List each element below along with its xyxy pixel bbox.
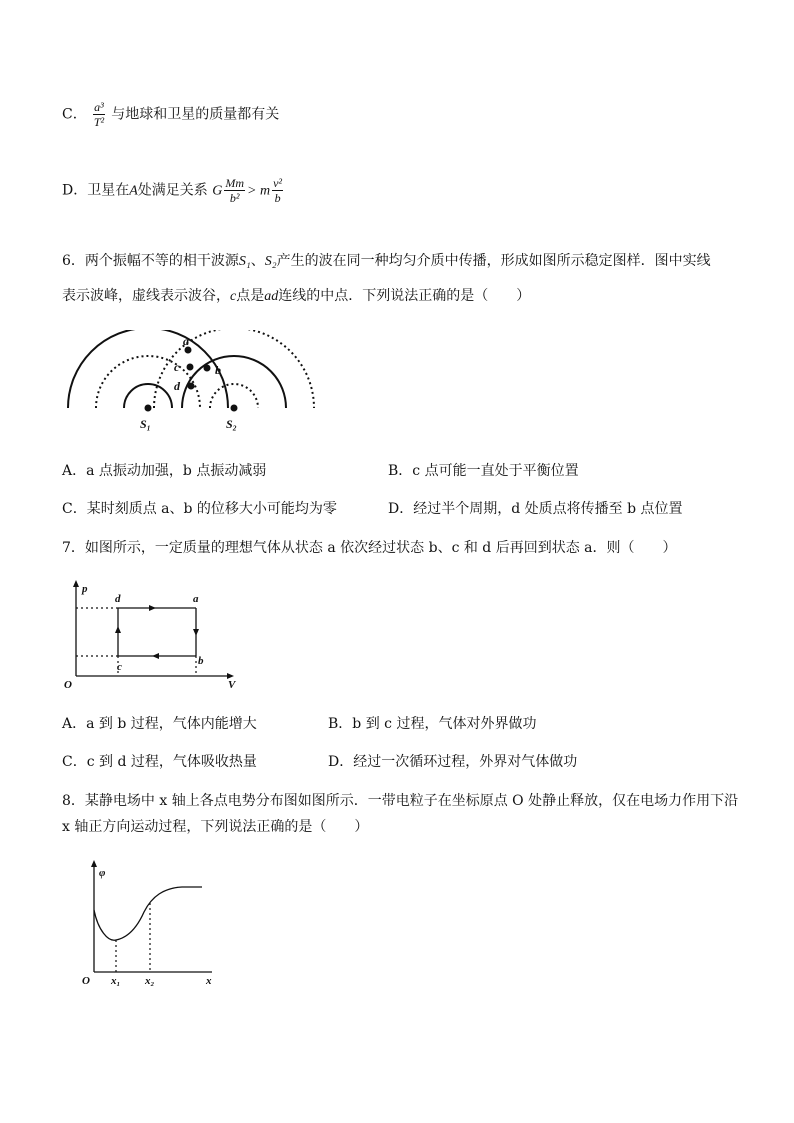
label-s1: S₁ xyxy=(140,417,151,431)
q8-stem-line1: 8．某静电场中 x 轴上各点电势分布图如图所示．一带电粒子在坐标原点 O 处静止释放，仅在电场力作用下沿 xyxy=(62,793,739,809)
label-a: a xyxy=(183,334,189,348)
q8-stem-line2: x 轴正方向运动过程，下列说法正确的是（ ） xyxy=(62,819,369,835)
label-x1: x₁ xyxy=(111,975,121,987)
arrow-b-to-c xyxy=(152,653,159,659)
label-b: b xyxy=(198,655,204,667)
wave-interference-figure xyxy=(62,330,322,435)
s1-trough-middle xyxy=(96,356,200,408)
pv-cycle-figure xyxy=(62,578,252,690)
potential-curve-figure xyxy=(78,858,228,988)
point-b-dot xyxy=(204,365,211,372)
s1-dot xyxy=(145,405,152,412)
fraction-mm-b2: $\frac{Mm}{\text{b²}}$ xyxy=(225,176,245,205)
label-phi: φ xyxy=(99,867,106,879)
label-s2: S₂ xyxy=(226,417,237,431)
label-x2: x₂ xyxy=(145,975,155,987)
q7-option-d: D．经过一次循环过程，外界对气体做功 xyxy=(328,754,578,770)
q7-option-b: B．b 到 c 过程，气体对外界做功 xyxy=(328,716,537,732)
fraction-v2-b: $\frac{\text{v²}}{b}$ xyxy=(273,176,283,205)
p-axis-arrow xyxy=(73,580,79,587)
label-a: a xyxy=(193,593,199,605)
potential-curve xyxy=(94,887,202,940)
q6-stem-line2: 表示波峰，虚线表示波谷，c点是ad连线的中点．下列说法正确的是（ ） xyxy=(62,288,531,304)
label-d: d xyxy=(115,593,121,605)
label-o: O xyxy=(64,679,72,690)
q5-option-c xyxy=(62,100,279,129)
s2-crest-middle xyxy=(182,356,286,408)
q6-option-c: C．某时刻质点 a、b 的位移大小可能均为零 xyxy=(62,501,337,517)
point-d-dot xyxy=(188,383,195,390)
label-p: p xyxy=(82,583,88,595)
fraction: $\frac{\text{a³}}{\text{T²}}$ xyxy=(93,100,105,129)
q6-option-b: B．c 点可能一直处于平衡位置 xyxy=(388,463,579,479)
s1-crest-inner xyxy=(124,384,172,408)
q6-option-d: D．经过半个周期，d 处质点将传播至 b 点位置 xyxy=(388,501,683,517)
label-b: b xyxy=(215,363,221,377)
q5-option-d: D．卫星在A处满足关系 G $\frac{Mm}{\text{b²}}$ > m $\frac{\text{v²}}{b}$ xyxy=(62,176,283,205)
s2-trough-inner xyxy=(210,384,258,408)
label-v: V xyxy=(228,679,236,690)
q6-stem-line1: 6．两个振幅不等的相干波源S₁、S₂产生的波在同一种均匀介质中传播，形成如图所示稳定图样．图中实线 xyxy=(62,253,711,269)
q7-option-a: A．a 到 b 过程，气体内能增大 xyxy=(62,716,257,732)
arrow-d-to-a xyxy=(149,605,156,611)
phi-axis-arrow xyxy=(91,860,97,867)
q7-stem: 7．如图所示，一定质量的理想气体从状态 a 依次经过状态 b、c 和 d 后再回到状态 a．则（ ） xyxy=(62,540,677,556)
arrow-a-to-b xyxy=(193,629,199,636)
label-c: c xyxy=(174,360,180,374)
arrow-c-to-d xyxy=(115,626,121,633)
q7-option-c: C．c 到 d 过程，气体吸收热量 xyxy=(62,754,257,770)
label-d: d xyxy=(174,379,180,393)
label-o: O xyxy=(82,975,90,987)
point-c-dot xyxy=(187,364,194,371)
label-c: c xyxy=(117,661,122,673)
s2-dot xyxy=(231,405,238,412)
q6-option-a: A．a 点振动加强，b 点振动减弱 xyxy=(62,463,267,479)
label-x: x xyxy=(206,975,212,987)
option-label: C． xyxy=(62,106,87,123)
option-text: 与地球和卫星的质量都有关 xyxy=(111,106,280,123)
